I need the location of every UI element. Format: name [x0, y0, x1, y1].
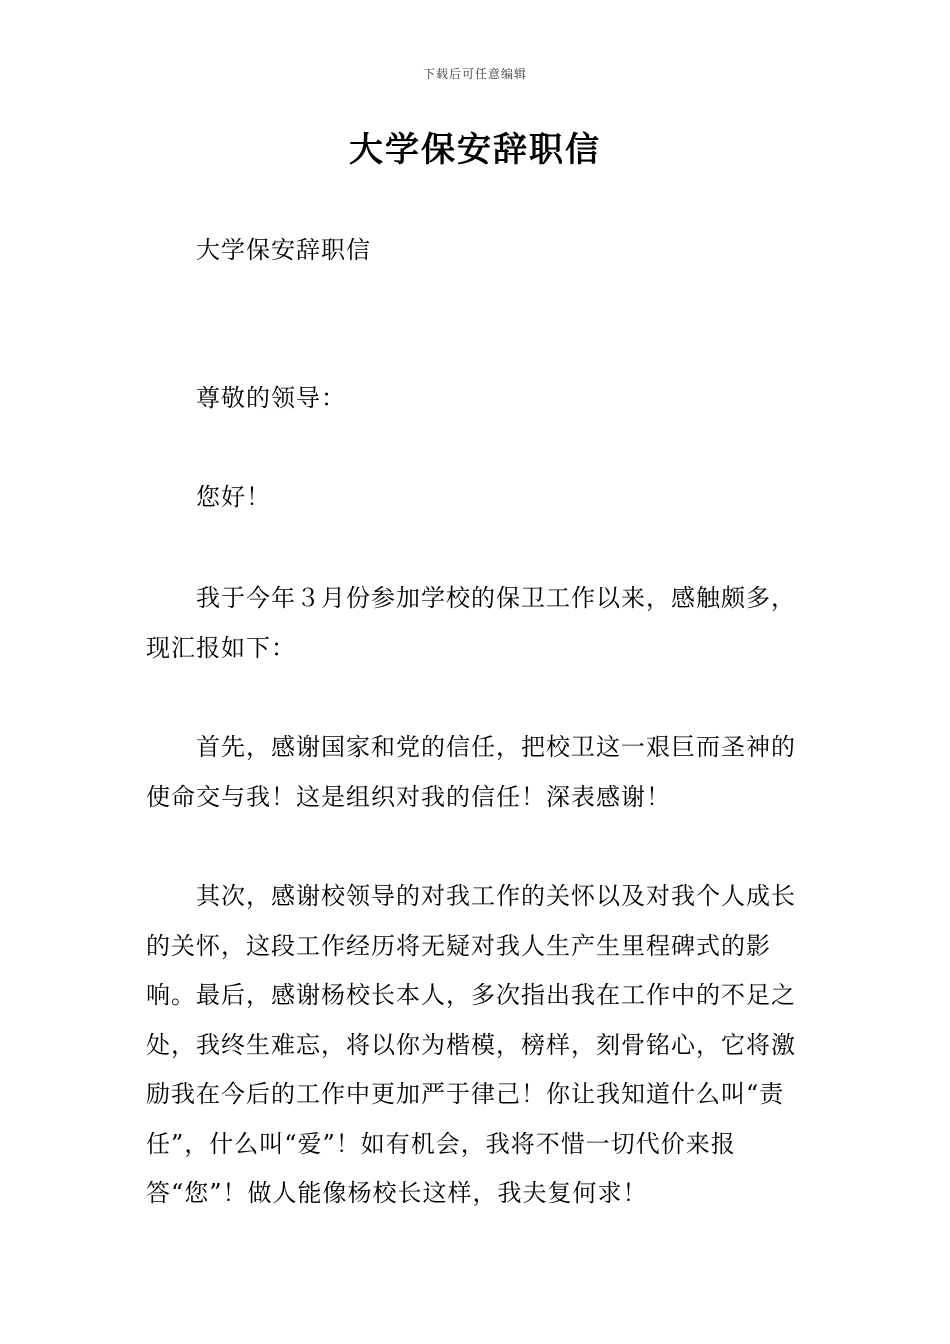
- paragraph-first: 首先，感谢国家和党的信任，把校卫这一艰巨而圣神的使命交与我！这是组织对我的信任！深表感谢！: [146, 733, 796, 811]
- document-title: 大学保安辞职信: [349, 130, 601, 170]
- document-subtitle: 大学保安辞职信: [196, 236, 371, 264]
- header-note: 下载后可任意编辑: [422, 67, 527, 81]
- paragraph-second: 其次，感谢校领导的对我工作的关怀以及对我个人成长的关怀，这段工作经历将无疑对我人生产生里程碑式的影响。最后，感谢杨校长本人，多次指出我在工作中的不足之处，我终生难忘，将以你为楷模，榜样，刻骨铭心，它将激励我在今后的工作中更加严于律己！你让我知道什么叫“责任”，什么叫“爱”！如有机会，我将不惜一切代价来报答“您”！做人能像杨校长这样，我夫复何求！: [146, 882, 796, 1207]
- paragraph-intro: 我于今年３月份参加学校的保卫工作以来，感触颇多，现汇报如下：: [146, 584, 796, 662]
- greeting: 您好！: [196, 483, 271, 511]
- salutation: 尊敬的领导：: [196, 384, 346, 412]
